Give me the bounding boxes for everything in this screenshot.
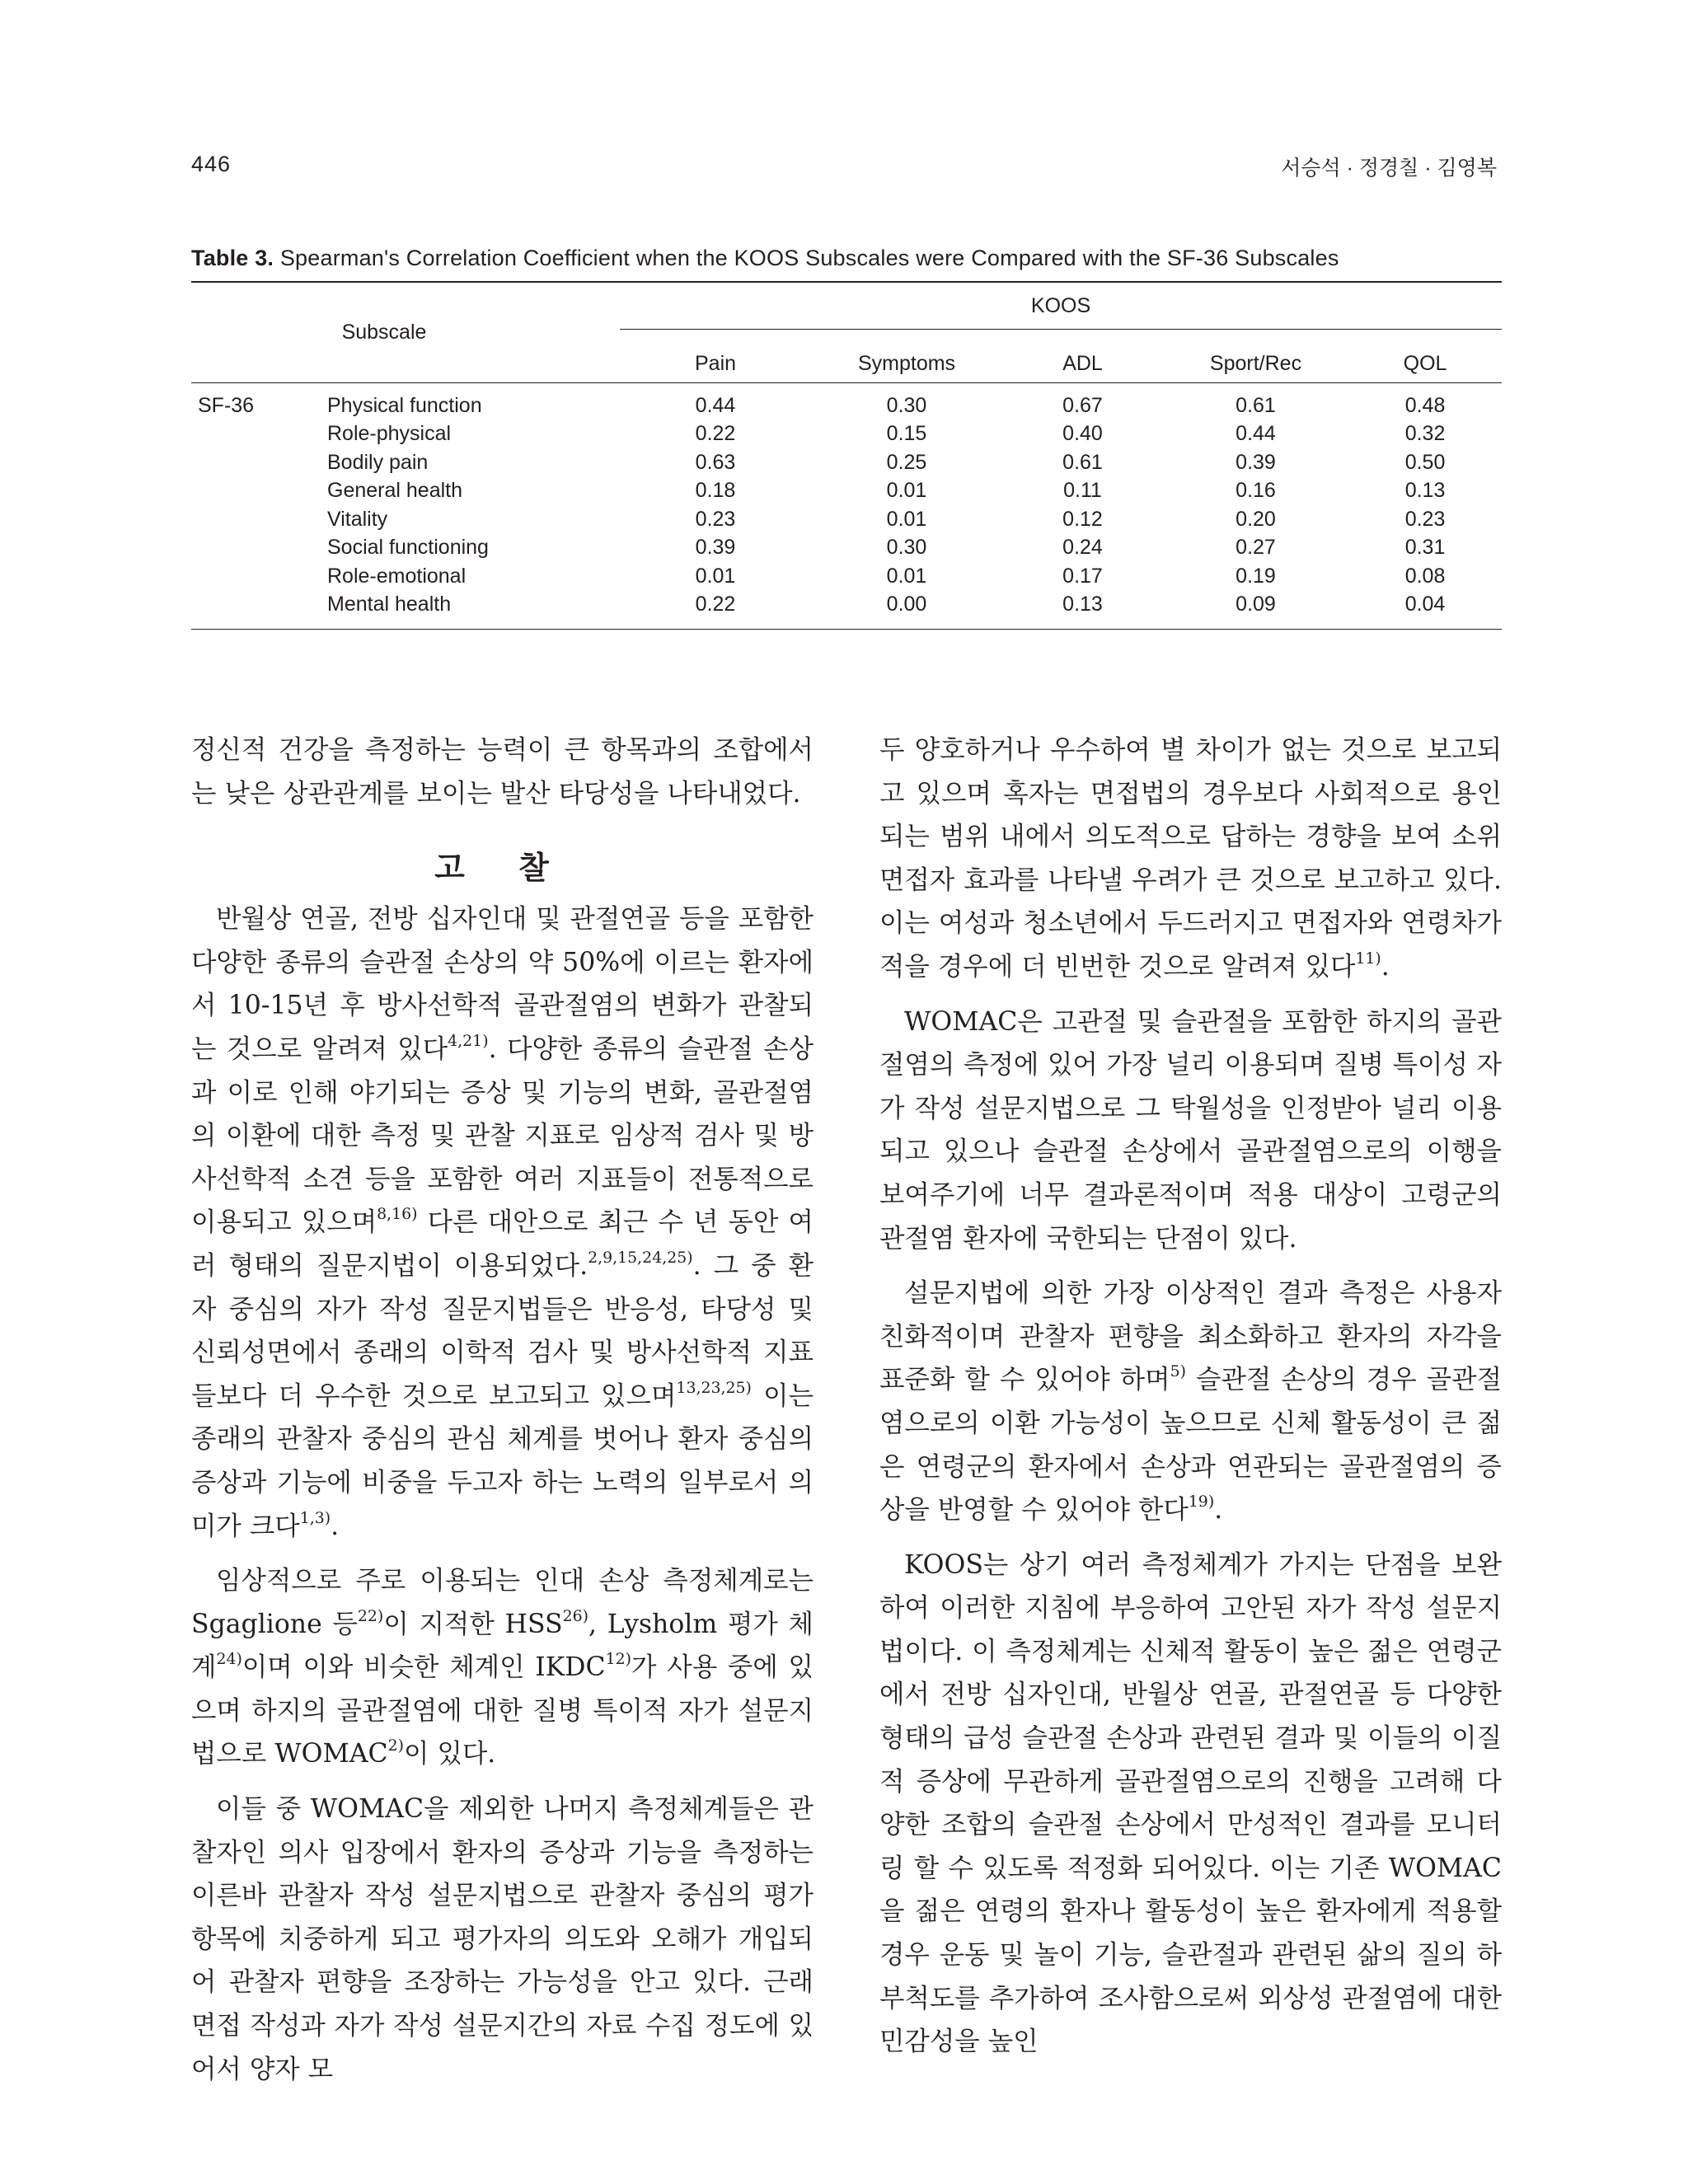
citation: 1,3) <box>299 1508 331 1527</box>
cell-value: 0.19 <box>1236 564 1276 588</box>
right-text-column <box>879 729 1502 2064</box>
cell-value: 0.22 <box>695 422 736 446</box>
cell-value: 0.01 <box>886 507 927 531</box>
cell-value: 0.40 <box>1062 422 1103 446</box>
citation: 24) <box>216 1650 242 1669</box>
table-caption-text: Spearman's Correlation Coefficient when the KOOS Subscales were Compared with the SF-36 Subscales <box>279 246 1339 270</box>
table-row <box>191 562 1502 591</box>
table-row <box>191 420 1502 449</box>
running-head-authors: 서승석 · 정경칠 · 김영복 <box>1281 157 1497 180</box>
table-row <box>191 383 1502 420</box>
row-label: Physical function <box>327 383 620 420</box>
paragraph: 임상적으로 주로 이용되는 인대 손상 측정체계로는 Sgaglione 등$^{22)}$이 지적한 HSS$^{26)}$, Lysholm 평가 체계$^{24)}$이며 이와 비슷한 체계인 IKDC$^{12)}$가 사용 중에 있으며 하지의 골관절염에 대한 질병 특이적 자가 설문지법으로 WOMAC$^{2)}$이 있다. <box>191 1566 814 1769</box>
table-row <box>191 505 1502 534</box>
row-label: General health <box>327 479 463 503</box>
cell-value: 0.39 <box>695 536 736 560</box>
row-label: Mental health <box>327 593 452 616</box>
column-header-symptoms: Symptoms <box>857 352 956 375</box>
row-label: Social functioning <box>327 536 489 560</box>
cell-value: 0.50 <box>1404 450 1446 474</box>
column-header-qol: QOL <box>1403 352 1447 375</box>
cell-value: 0.23 <box>1404 507 1446 531</box>
cell-value: 0.01 <box>886 564 927 588</box>
paragraph: 설문지법에 의한 가장 이상적인 결과 측정은 사용자 친화적이며 관찰자 편향을 최소화하고 환자의 자각을 표준화 할 수 있어야 하며$^{5)}$ 슬관절 손상의 경우 골관절염으로의 이환 가능성이 높으므로 신체 활동성이 큰 젊은 연령군의 환자에서 손상과 연관되는 골관절염의 증상을 반영할 수 있어야 한다$^{19)}$. <box>879 1278 1502 1526</box>
row-label: Vitality <box>327 507 388 531</box>
paragraph: 반월상 연골, 전방 십자인대 및 관절연골 등을 포함한 다양한 종류의 슬관절 손상의 약 50%에 이르는 환자에서 10-15년 후 방사선학적 골관절염의 변화가 관찰되는 것으로 알려져 있다$^{4,21)}$. 다양한 종류의 슬관절 손상과 이로 인해 야기되는 증상 및 기능의 변화, 골관절염의 이환에 대한 측정 및 관찰 지표로 임상적 검사 및 방사선학적 소견 등을 포함한 여러 지표들이 전통적으로 이용되고 있으며$^{8,16)}$ 다른 대안으로 최근 수 년 동안 여러 형태의 질문지법이 이용되었다.$^{2,9,15,24,25)}$. 그 중 환자 중심의 자가 작성 질문지법들은 반응성, 타당성 및 신뢰성면에서 종래의 이학적 검사 및 방사선학적 지표들보다 더 우수한 것으로 보고되고 있으며$^{13,23,25)}$ 이는 종래의 관찰자 중심의 관심 체계를 벗어나 환자 중심의 증상과 기능에 비중을 두고자 하는 노력의 일부로서 의미가 크다$^{1,3)}$. <box>191 904 814 1541</box>
intro-paragraph: 정신적 건강을 측정하는 능력이 큰 항목과의 조합에서는 낮은 상관관계를 보이는 발산 타당성을 나타내었다. <box>191 735 814 808</box>
table-3 <box>191 246 1502 630</box>
citation: 8,16) <box>377 1205 418 1224</box>
citation: 2,9,15,24,25) <box>588 1248 693 1267</box>
cell-value: 0.63 <box>695 450 736 474</box>
cell-value: 0.22 <box>695 593 736 616</box>
citation: 26) <box>562 1606 588 1625</box>
column-header-pain: Pain <box>694 352 737 375</box>
citation: 4,21) <box>448 1031 489 1050</box>
cell-value: 0.27 <box>1236 536 1276 560</box>
table-row <box>191 477 1502 506</box>
citation: 11) <box>1355 949 1381 968</box>
citation: 5) <box>1170 1362 1186 1381</box>
cell-value: 0.39 <box>1236 450 1276 474</box>
cell-value: 0.16 <box>1236 479 1276 503</box>
group-label-sf36: SF-36 <box>191 383 327 420</box>
cell-value: 0.32 <box>1404 422 1446 446</box>
cell-value: 0.61 <box>1062 450 1103 474</box>
row-label: Role-emotional <box>327 564 467 588</box>
cell-value: 0.30 <box>886 536 927 560</box>
cell-value: 0.20 <box>1236 507 1276 531</box>
correlation-table <box>191 283 1502 619</box>
cell-value: 0.18 <box>695 479 736 503</box>
cell-value: 0.48 <box>1348 383 1502 420</box>
left-text-column <box>191 729 814 2091</box>
cell-value: 0.24 <box>1062 536 1103 560</box>
cell-value: 0.08 <box>1404 564 1446 588</box>
cell-value: 0.12 <box>1062 507 1103 531</box>
row-label: Role-physical <box>327 422 452 446</box>
cell-value: 0.44 <box>1236 422 1276 446</box>
table-bottom-rule <box>191 629 1502 630</box>
cell-value: 0.44 <box>620 383 811 420</box>
cell-value: 0.23 <box>695 507 736 531</box>
cell-value: 0.17 <box>1062 564 1103 588</box>
citation: 2) <box>387 1736 404 1755</box>
table-row <box>191 534 1502 563</box>
cell-value: 0.25 <box>886 450 927 474</box>
cell-value: 0.61 <box>1163 383 1348 420</box>
paragraph: KOOS는 상기 여러 측정체계가 가지는 단점을 보완하여 이러한 지침에 부응하여 고안된 자가 작성 설문지법이다. 이 측정체계는 신체적 활동이 높은 젊은 연령군에서 전방 십자인대, 반월상 연골, 관절연골 등 다양한 형태의 급성 슬관절 손상과 관련된 결과 및 이들의 이질적 증상에 무관하게 골관절염으로의 진행을 고려해 다양한 조합의 슬관절 손상에서 만성적인 결과를 모니터링 할 수 있도록 적정화 되어있다. 이는 기존 WOMAC을 젊은 연령의 환자나 활동성이 높은 환자에게 적용할 경우 운동 및 놀이 기능, 슬관절과 관련된 삶의 질의 하부척도를 추가하여 조사함으로써 외상성 관절염에 대한 민감성을 높인 <box>879 1549 1502 2057</box>
cell-value: 0.01 <box>886 479 927 503</box>
column-header-adl: ADL <box>1062 352 1103 375</box>
citation: 13,23,25) <box>676 1378 752 1397</box>
table-row <box>191 448 1502 477</box>
cell-value: 0.67 <box>1002 383 1163 420</box>
citation: 12) <box>605 1650 632 1669</box>
cell-value: 0.01 <box>695 564 736 588</box>
cell-value: 0.30 <box>811 383 1002 420</box>
cell-value: 0.00 <box>886 593 927 616</box>
subscale-header: Subscale <box>341 321 427 344</box>
cell-value: 0.09 <box>1236 593 1276 616</box>
cell-value: 0.13 <box>1404 479 1446 503</box>
cell-value: 0.04 <box>1404 593 1446 616</box>
cell-value: 0.13 <box>1062 593 1103 616</box>
cell-value: 0.31 <box>1404 536 1446 560</box>
citation: 19) <box>1188 1492 1215 1511</box>
paragraph: 이들 중 WOMAC을 제외한 나머지 측정체계들은 관찰자인 의사 입장에서 환자의 증상과 기능을 측정하는 이른바 관찰자 작성 설문지법으로 관찰자 중심의 평가항목에 치중하게 되고 평가자의 의도와 오해가 개입되어 관찰자 편향을 조장하는 가능성을 안고 있다. 근래 면접 작성과 자가 작성 설문지간의 자료 수집 정도에 있어서 양자 모 <box>191 1794 814 2084</box>
paragraph: 두 양호하거나 우수하여 별 차이가 없는 것으로 보고되고 있으며 혹자는 면접법의 경우보다 사회적으로 용인되는 범위 내에서 의도적으로 답하는 경향을 보여 소위 면접자 효과를 나타낼 우려가 큰 것으로 보고하고 있다. 이는 여성과 청소년에서 두드러지고 면접자와 연령차가 적을 경우에 더 빈번한 것으로 알려져 있다$^{11)}$. <box>879 735 1502 982</box>
paragraph: WOMAC은 고관절 및 슬관절을 포함한 하지의 골관절염의 측정에 있어 가장 널리 이용되며 질병 특이성 자가 작성 설문지법으로 그 탁월성을 인정받아 널리 이용되고 있으나 슬관절 손상에서 골관절염으로의 이행을 보여주기에 너무 결과론적이며 적용 대상이 고령군의 관절염 환자에 국한되는 단점이 있다. <box>879 1006 1502 1254</box>
page-number: 446 <box>191 152 232 176</box>
table-row <box>191 591 1502 620</box>
citation: 22) <box>357 1606 384 1625</box>
table-caption <box>191 246 1502 271</box>
section-heading-discussion: 고 찰 <box>434 849 570 887</box>
row-label: Bodily pain <box>327 450 429 474</box>
cell-value: 0.15 <box>886 422 927 446</box>
table-caption-label: Table 3. <box>191 246 274 270</box>
column-header-sport-rec: Sport/Rec <box>1209 352 1302 375</box>
koos-header: KOOS <box>620 283 1502 330</box>
cell-value: 0.11 <box>1063 479 1102 503</box>
